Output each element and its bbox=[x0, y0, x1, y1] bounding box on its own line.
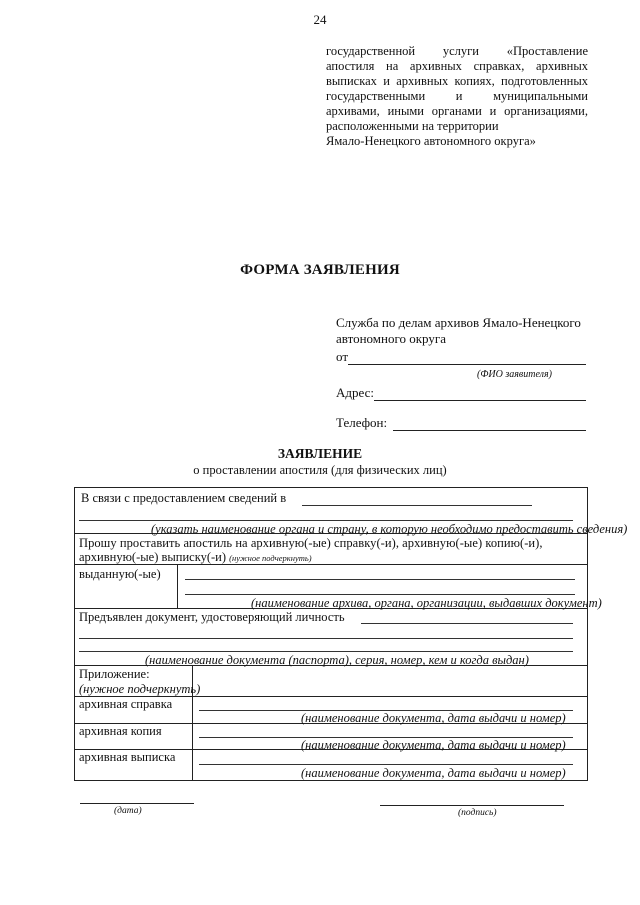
phone-label: Телефон: bbox=[336, 415, 388, 430]
address-field[interactable] bbox=[374, 388, 586, 401]
header-line: государственными и муниципальными bbox=[326, 89, 588, 103]
attach-item-label: архивная копия bbox=[79, 724, 162, 738]
from-label: от bbox=[336, 349, 349, 364]
issuer-field[interactable] bbox=[185, 579, 575, 580]
statement-title: ЗАЯВЛЕНИЕ bbox=[277, 446, 363, 461]
date-field[interactable] bbox=[80, 803, 194, 804]
signature-hint: (подпись) bbox=[458, 808, 497, 818]
row1-hint: (указать наименование органа и страну, в которую необходимо предоставить сведения) bbox=[151, 522, 628, 536]
id-document-field[interactable] bbox=[361, 623, 573, 624]
date-hint: (дата) bbox=[114, 806, 142, 816]
row1-label: В связи с предоставлением сведений в bbox=[81, 491, 287, 505]
row4-hint: (наименование документа (паспорта), серия, номер, кем и когда выдан) bbox=[145, 653, 529, 667]
attach-label: Приложение: bbox=[79, 667, 150, 681]
attach-item-label: архивная справка bbox=[79, 697, 173, 711]
attach-item-label: архивная выписка bbox=[79, 750, 176, 764]
attach-item-hint: (наименование документа, дата выдачи и номер) bbox=[301, 738, 566, 752]
signature-field[interactable] bbox=[380, 805, 564, 806]
header-line: государственной услуги «Проставление bbox=[326, 44, 588, 58]
fio-hint: (ФИО заявителя) bbox=[477, 369, 552, 380]
page-number: 24 bbox=[313, 12, 327, 27]
row4-label: Предъявлен документ, удостоверяющий личность bbox=[79, 610, 345, 624]
addressee-line: автономного округа bbox=[336, 331, 446, 346]
header-line: архивами, иными органами и организациями, bbox=[326, 104, 588, 118]
issuer-field-line2[interactable] bbox=[185, 594, 575, 595]
header-text bbox=[326, 44, 588, 149]
row2-line1: Прошу проставить апостиль на архивную(-ые) справку(-и), архивную(-ые) копию(-и), bbox=[79, 536, 543, 550]
row2-hint: (нужное подчеркнуть) bbox=[229, 553, 312, 563]
phone-field[interactable] bbox=[393, 418, 586, 431]
header-line: Ямало-Ненецкого автономного округа» bbox=[326, 134, 536, 148]
attach-hint: (нужное подчеркнуть) bbox=[79, 682, 201, 696]
form-title: ФОРМА ЗАЯВЛЕНИЯ bbox=[240, 262, 400, 278]
row3-hint: (наименование архива, органа, организации, выдавших документ) bbox=[251, 596, 602, 610]
attach-item-field[interactable] bbox=[199, 764, 573, 765]
header-line: расположенными на территории bbox=[326, 119, 499, 133]
addressee-line: Служба по делам архивов Ямало-Ненецкого bbox=[336, 315, 581, 330]
application-table bbox=[74, 487, 628, 781]
attach-item-hint: (наименование документа, дата выдачи и номер) bbox=[301, 766, 566, 780]
addressee-block bbox=[336, 315, 586, 431]
row2-line2-wrap bbox=[79, 550, 312, 565]
address-label: Адрес: bbox=[336, 385, 374, 400]
id-document-field-line3[interactable] bbox=[79, 651, 573, 652]
row2-line2: архивную(-ые) выписку(-и) bbox=[79, 550, 227, 564]
statement-subtitle: о проставлении апостиля (для физических лиц) bbox=[193, 463, 447, 477]
attach-item-hint: (наименование документа, дата выдачи и номер) bbox=[301, 711, 566, 725]
header-line: апостиля на архивных справках, архивных bbox=[326, 59, 588, 73]
column-divider bbox=[177, 564, 178, 608]
header-line: выписках и архивных копиях, подготовленных bbox=[326, 74, 588, 88]
from-field[interactable] bbox=[348, 352, 586, 365]
organ-field-line2[interactable] bbox=[79, 520, 573, 521]
organ-field[interactable] bbox=[302, 505, 532, 506]
row3-label: выданную(-ые) bbox=[79, 567, 161, 581]
id-document-field-line2[interactable] bbox=[79, 638, 573, 639]
